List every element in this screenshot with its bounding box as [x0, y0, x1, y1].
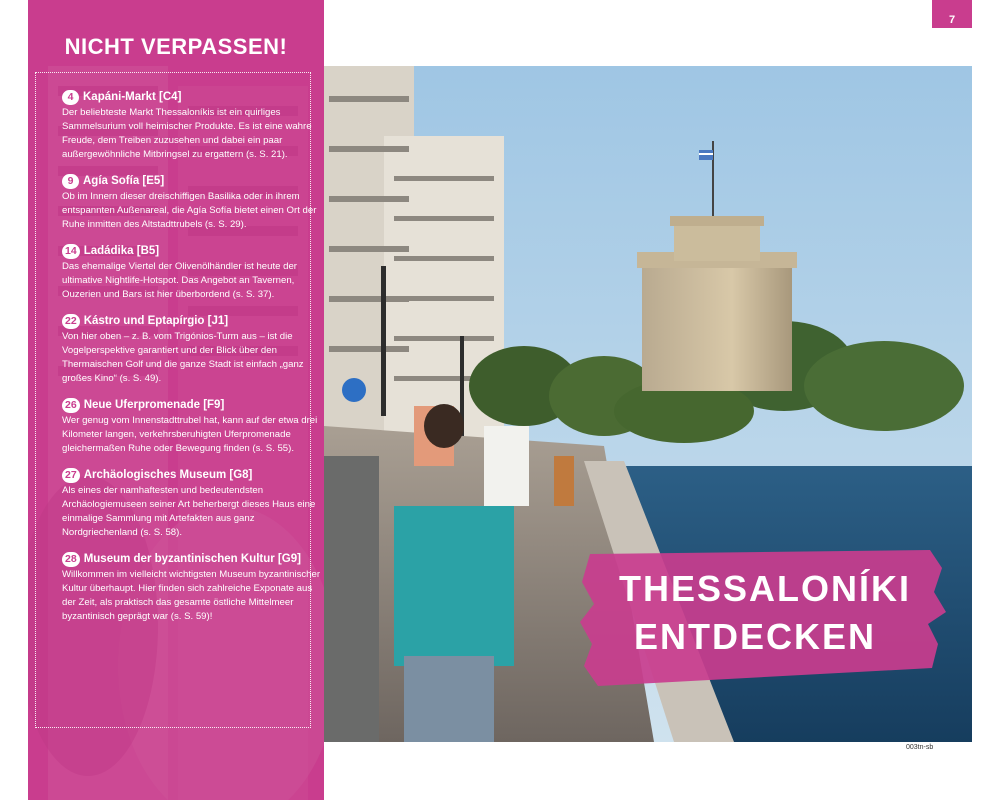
entry-text: Das ehemalige Viertel der Olivenölhändler ist heute der ultimative Nightlife-Hotspot. Das Angebot an Tavernen, Ouzerien und Bars ist hier überbordend (s. S. 37).	[62, 261, 298, 300]
entry-title: Neue Uferpromenade [F9]	[83, 399, 225, 411]
number-badge: 28	[62, 552, 80, 567]
entry-text: Wer genug vom Innenstadttrubel hat, kann auf der etwa drei Kilometer langen, verkehrsberuhigten Uferpromenade gleichermaßen Ruhe oder Bewegung finden (s. S. 55).	[62, 415, 318, 454]
entry-text: Von hier oben – z. B. vom Trigónios-Turm aus – ist die Vogelperspektive garantiert und der Blick über den Thermaischen Golf und die ganze Stadt ist einfach „ganz großes Kino“ (s. S. 49).	[62, 331, 304, 384]
entry-title: Ladádika [B5]	[83, 245, 160, 257]
number-badge: 4	[62, 90, 79, 105]
banner-title-line-2: ENTDECKEN	[633, 616, 876, 657]
must-see-list	[62, 90, 322, 636]
list-item	[62, 398, 322, 456]
number-badge: 22	[62, 314, 80, 329]
entry-title: Kapáni-Markt [C4]	[83, 91, 182, 103]
entry-title: Agía Sofía [E5]	[83, 175, 165, 187]
list-item	[62, 174, 322, 232]
list-item	[62, 244, 322, 302]
number-badge: 9	[62, 174, 79, 189]
photo-credit: 003tn-sb	[906, 744, 934, 751]
entry-title: Archäologisches Museum [G8]	[83, 469, 253, 481]
sidebar-must-see	[28, 0, 324, 800]
number-badge: 26	[62, 398, 80, 413]
list-item	[62, 468, 322, 540]
entry-text: Der beliebteste Markt Thessaloníkis ist ein quirliges Sammelsurium voll heimischer Produkte. Es ist eine wahre Freude, dem Treiben zuzusehen und dabei ein paar außergewöhnliche Mitbringsel zu ergattern (s. S. 21).	[62, 107, 312, 160]
list-item	[62, 90, 322, 162]
title-banner	[578, 548, 948, 688]
number-badge: 27	[62, 468, 80, 483]
entry-text: Als eines der namhaftesten und bedeutendsten Archäologiemuseen seiner Art beherbergt dieses Haus eine einmalige Sammlung mit Artefakten aus ganz Nordgriechenland (s. S. 58).	[62, 485, 316, 538]
list-item	[62, 552, 322, 624]
sidebar-title: NICHT VERPASSEN!	[64, 34, 288, 59]
entry-title: Kástro und Eptapírgio [J1]	[83, 315, 229, 327]
banner-title-line-1: THESSALONÍKI	[618, 568, 911, 609]
list-item	[62, 314, 322, 386]
entry-text: Ob im Innern dieser dreischiffigen Basilika oder in ihrem entspannten Außenareal, die Agía Sofía bietet einen Ort der Ruhe inmitten des Altstadttrubels (s. S. 29).	[62, 191, 317, 230]
entry-text: Willkommen im vielleicht wichtigsten Museum byzantinischer Kultur überhaupt. Hier finden sich zahlreiche Exponate aus der Zeit, als praktisch das gesamte östliche Mittelmeer byzantinisch geprägt war (s. S. 59)!	[62, 569, 321, 622]
number-badge: 14	[62, 244, 80, 259]
entry-title: Museum der byzantinischen Kultur [G9]	[83, 553, 301, 565]
page-number: 7	[932, 0, 972, 28]
